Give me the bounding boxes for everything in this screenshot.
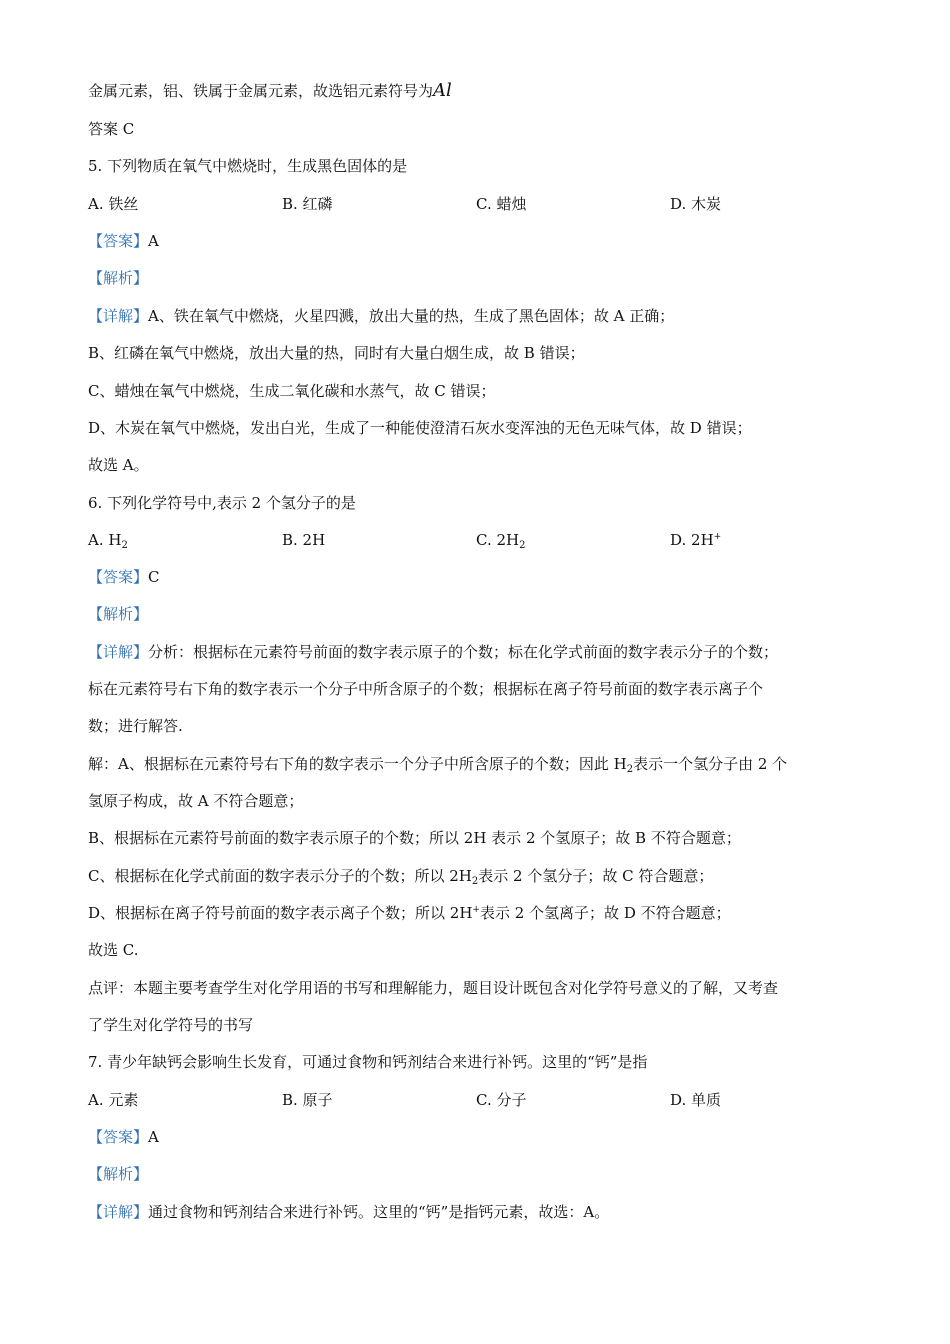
q6-conclusion: 故选 C. <box>88 941 139 959</box>
q6-detail-line-1: 【详解】分析：根据标在元素符号前面的数字表示原子的个数；标在化学式前面的数字表示分子的个数； <box>88 643 779 661</box>
q7-option-c: C. 分子 <box>476 1091 527 1109</box>
q5-analysis-tag: 【解析】 <box>88 269 149 287</box>
q5-option-d: D. 木炭 <box>670 195 722 213</box>
q5-conclusion: 故选 A。 <box>88 456 149 474</box>
q6-detail-line-2: 标在元素符号右下角的数字表示一个分子中所含原子的个数；根据标在离子符号前面的数字表示离子个 <box>88 680 764 698</box>
q6-options <box>88 529 868 551</box>
q7-analysis-tag: 【解析】 <box>88 1165 149 1183</box>
q6-option-b: B. 2H <box>282 531 326 549</box>
q7-detail: 【详解】通过食物和钙剂结合来进行补钙。这里的“钙”是指钙元素，故选：A。 <box>88 1203 610 1221</box>
q6-comment-line-2: 了学生对化学符号的书写 <box>88 1016 254 1034</box>
detail-tag: 【详解】 <box>88 643 149 661</box>
q5-option-c: C. 蜡烛 <box>476 195 527 213</box>
q6-detail-line-3: 数；进行解答. <box>88 717 183 735</box>
detail-tag: 【详解】 <box>88 1203 149 1221</box>
q6-solve-b: B、根据标在元素符号前面的数字表示原子的个数；所以 2H 表示 2 个氢原子；故 B 不符合题意； <box>88 829 741 847</box>
q6-solve-a-line-2: 氢原子构成，故 A 不符合题意； <box>88 792 304 810</box>
q5-detail-c: C、蜡烛在氧气中燃烧，生成二氧化碳和水蒸气，故 C 错误； <box>88 382 496 400</box>
q7-option-d: D. 单质 <box>670 1091 722 1109</box>
q7-option-a: A. 元素 <box>88 1091 139 1109</box>
answer-value: A <box>148 232 159 250</box>
q6-analysis-tag: 【解析】 <box>88 605 149 623</box>
q5-answer <box>88 230 159 252</box>
answer-value: C <box>148 568 160 586</box>
q5-stem: 5. 下列物质在氧气中燃烧时，生成黑色固体的是 <box>88 157 408 175</box>
q5-option-b: B. 红磷 <box>282 195 333 213</box>
q6-comment-line-1: 点评：本题主要考查学生对化学用语的书写和理解能力，题目设计既包含对化学符号意义的了解，又考查 <box>88 979 779 997</box>
detail-tag: 【详解】 <box>88 307 149 325</box>
q5-detail-a: 【详解】A、铁在氧气中燃烧，火星四溅，放出大量的热，生成了黑色固体；故 A 正确； <box>88 307 675 325</box>
q6-solve-d: D、根据标在离子符号前面的数字表示离子个数；所以 2H+表示 2 个氢离子；故 D 不符合题意； <box>88 904 731 922</box>
q6-option-d: D. 2H+ <box>670 531 722 549</box>
q4-answer: 答案 C <box>88 120 135 138</box>
q6-stem: 6. 下列化学符号中,表示 2 个氢分子的是 <box>88 494 356 512</box>
q7-answer <box>88 1126 159 1148</box>
q6-solve-c: C、根据标在化学式前面的数字表示分子的个数；所以 $2H_2$表示 2 个氢分子；故 C 符合题意； <box>88 867 714 887</box>
answer-value: A <box>148 1128 159 1146</box>
q4-explanation-tail: 金属元素，铝、铁属于金属元素，故选铝元素符号为Al <box>88 80 452 101</box>
q6-solve-a-line-1: 解：A、根据标在元素符号右下角的数字表示一个分子中所含原子的个数；因此 $H_2$表示一个氢分子由 2 个 <box>88 755 788 775</box>
q7-options <box>88 1089 868 1111</box>
q5-detail-b: B、红磷在氧气中燃烧，放出大量的热，同时有大量白烟生成，故 B 错误； <box>88 344 585 362</box>
q5-option-a: A. 铁丝 <box>88 195 139 213</box>
q5-detail-d: D、木炭在氧气中燃烧，发出白光，生成了一种能使澄清石灰水变浑浊的无色无味气体，故 D 错误； <box>88 419 752 437</box>
q7-option-b: B. 原子 <box>282 1091 333 1109</box>
q5-options <box>88 193 868 215</box>
al-symbol: Al <box>433 80 452 101</box>
q7-stem: 7. 青少年缺钙会影响生长发育，可通过食物和钙剂结合来进行补钙。这里的“钙”是指 <box>88 1053 648 1071</box>
q6-option-c: C. $2H_2$ <box>476 531 526 551</box>
q6-option-a: A. $H_2$ <box>88 531 128 551</box>
answer-tag: 【答案】 <box>88 232 149 250</box>
q6-answer <box>88 566 160 588</box>
answer-tag: 【答案】 <box>88 1128 149 1146</box>
answer-tag: 【答案】 <box>88 568 149 586</box>
